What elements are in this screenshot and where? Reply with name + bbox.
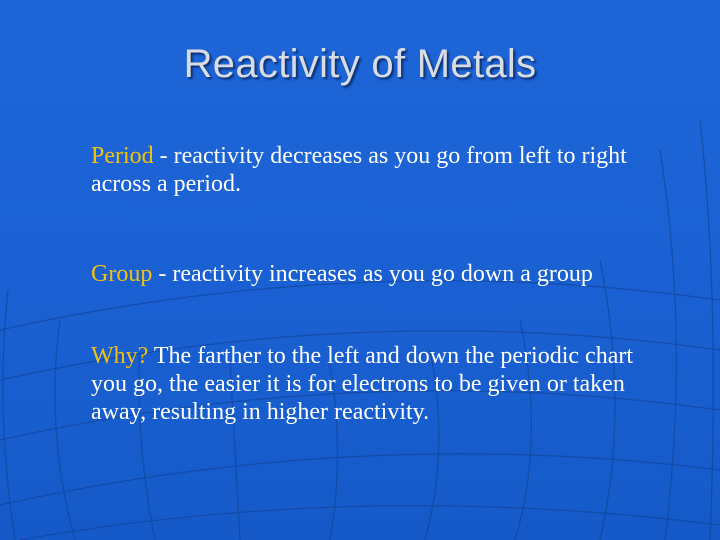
keyword-group: Group bbox=[91, 261, 153, 287]
paragraph-why-text: The farther to the left and down the periodic chart you go, the easier it is for electrons to be given or taken away, resulting in higher reactivity. bbox=[91, 343, 634, 425]
paragraph-period bbox=[91, 142, 651, 198]
paragraph-group bbox=[91, 260, 651, 288]
paragraph-period-text: - reactivity decreases as you go from left to right across a period. bbox=[91, 143, 627, 197]
keyword-why: Why? bbox=[91, 343, 149, 369]
paragraph-group-text: - reactivity increases as you go down a group bbox=[152, 261, 593, 287]
paragraph-why bbox=[91, 342, 651, 426]
keyword-period: Period bbox=[91, 143, 154, 169]
slide-title: Reactivity of Metals bbox=[183, 42, 537, 86]
